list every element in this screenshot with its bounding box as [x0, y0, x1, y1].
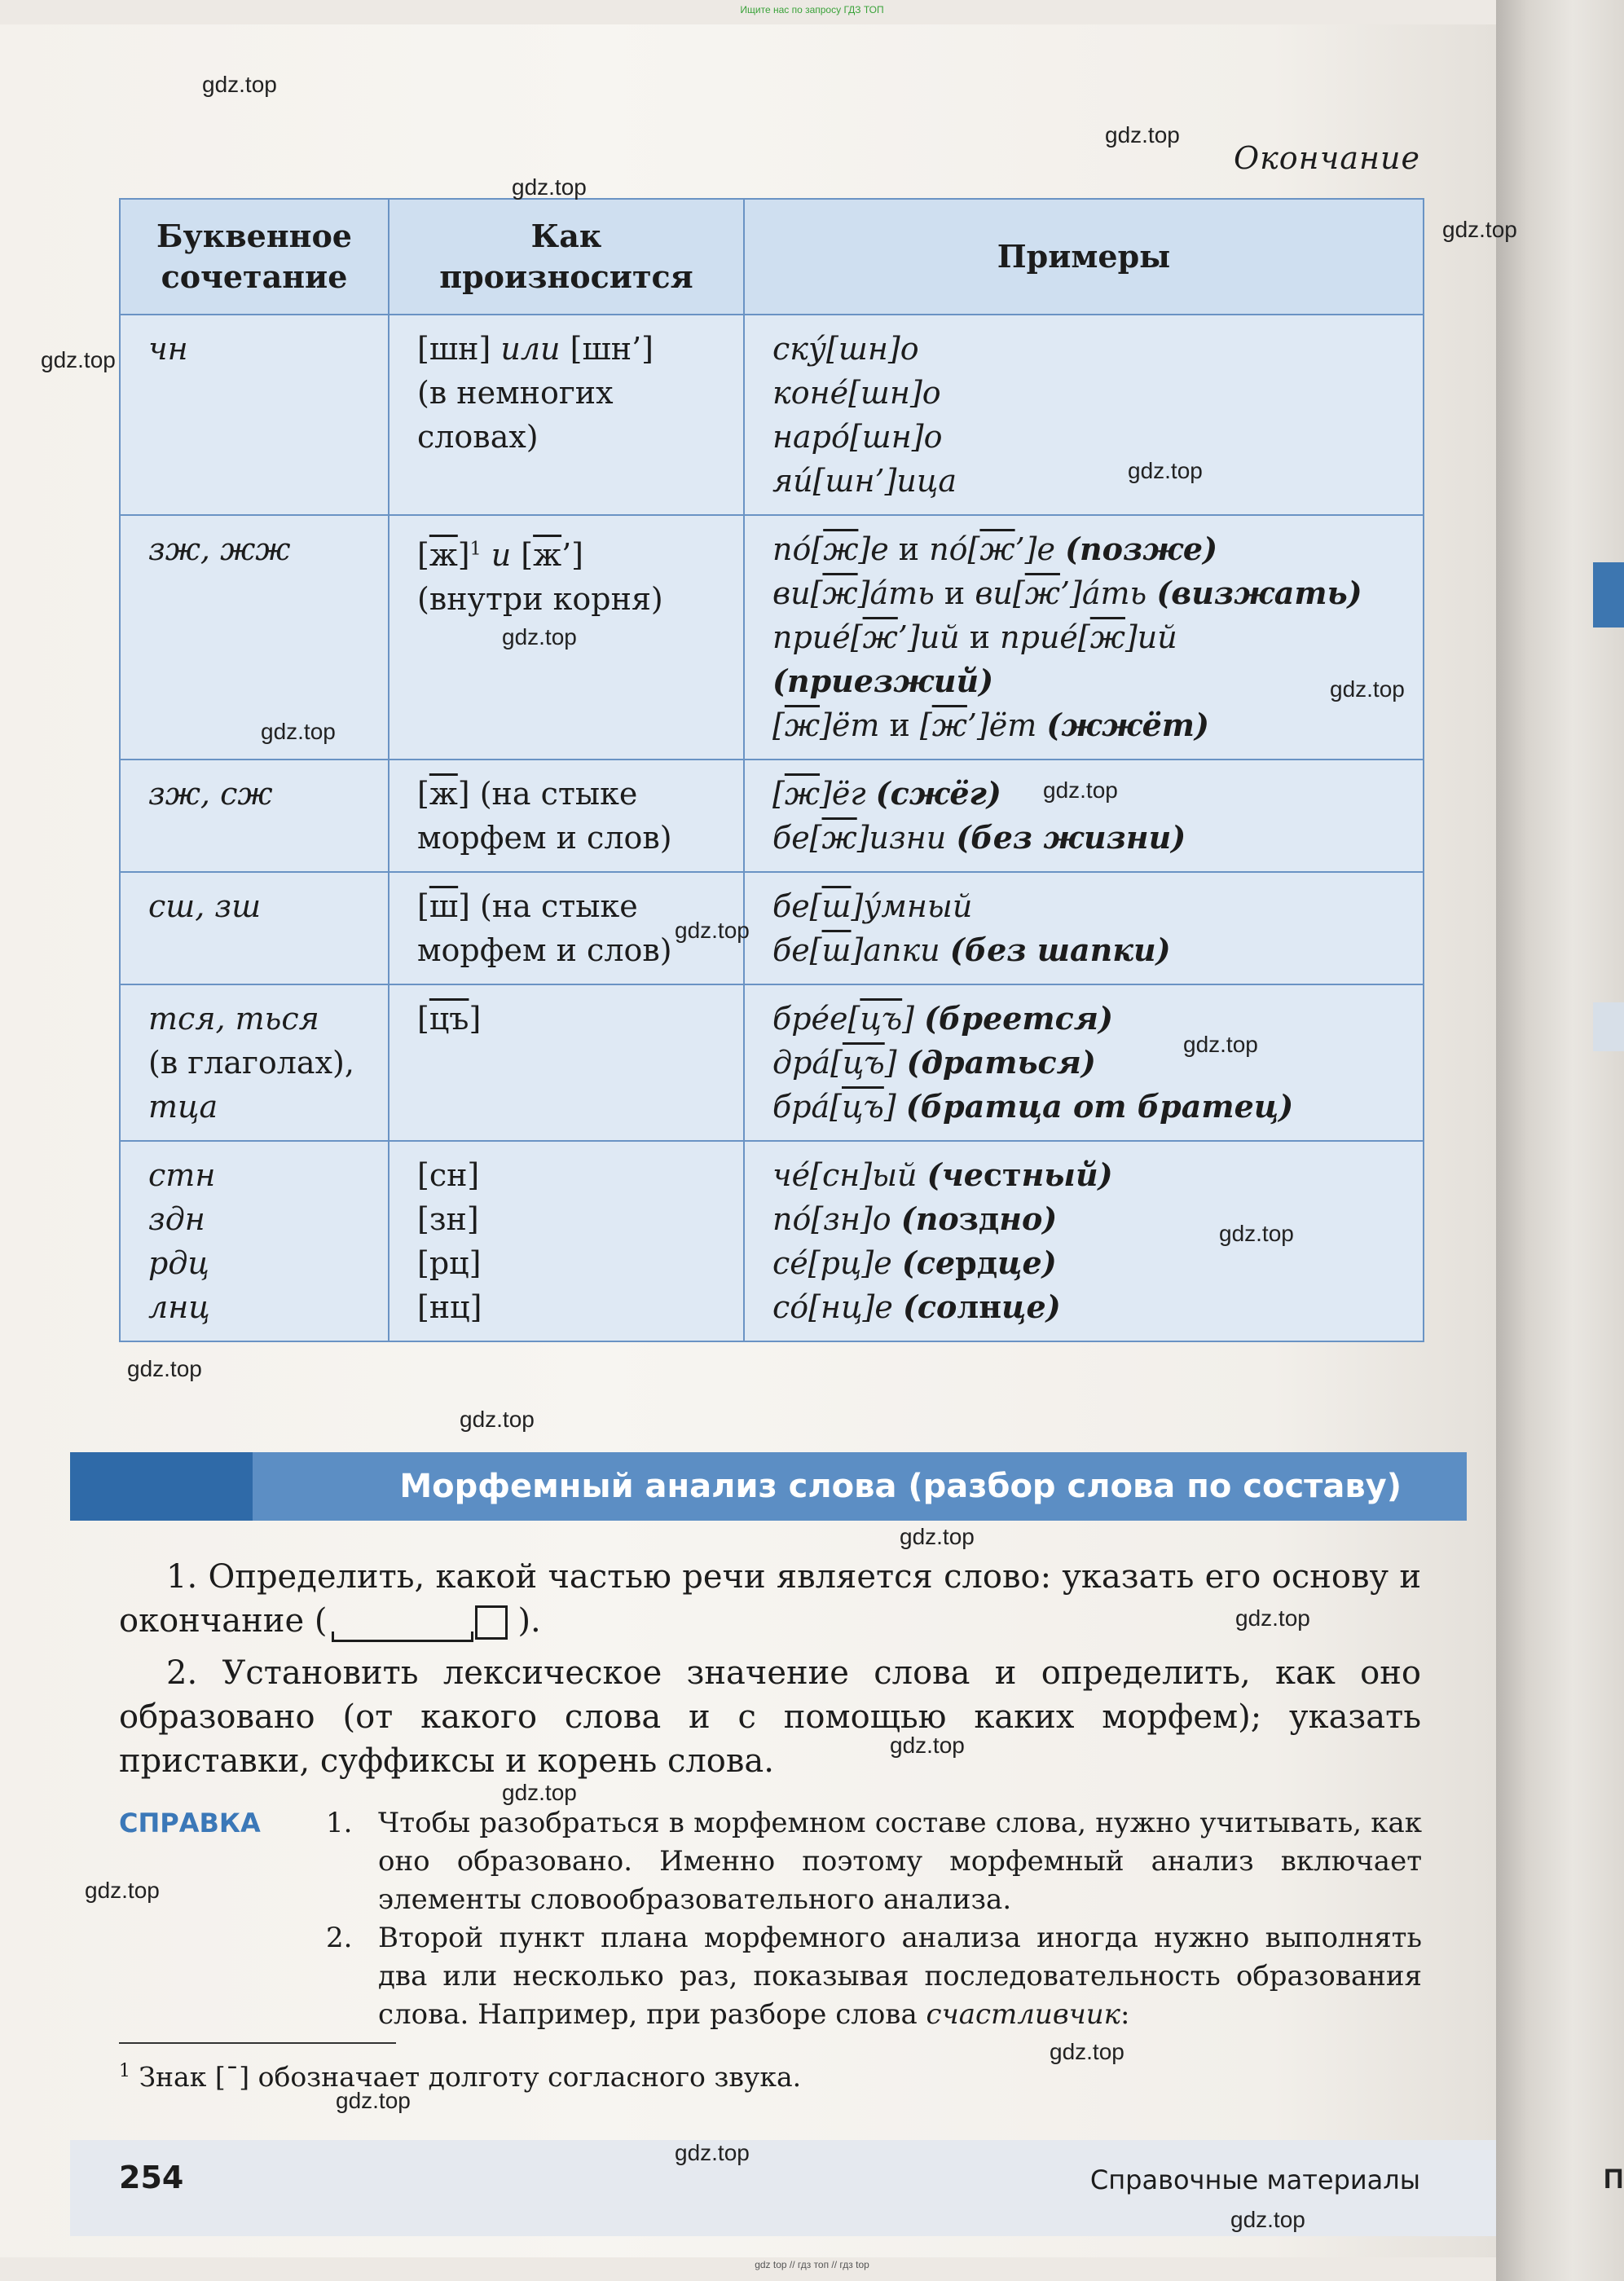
combo-text: рдц	[148, 1245, 209, 1281]
watermark: gdz.top	[502, 1780, 577, 1805]
example: [ж]ёт и [ж’]ёт (жжёт)	[772, 707, 1209, 743]
step-1-close: ).	[517, 1602, 541, 1640]
watermark: gdz.top	[502, 624, 577, 650]
watermark: gdz.top	[1043, 777, 1118, 803]
page-number: 254	[119, 2160, 184, 2195]
example: ску́[шн]о	[772, 331, 919, 367]
pron-text: [цъ]	[417, 1001, 482, 1037]
pron-cell	[389, 984, 744, 1141]
example: коне́[шн]о	[772, 375, 941, 411]
combo-cell	[120, 984, 389, 1141]
pron-text: [рц]	[417, 1245, 482, 1281]
examples-cell	[744, 984, 1424, 1141]
combo-text: лнц	[148, 1289, 210, 1325]
watermark: gdz.top	[1128, 458, 1203, 483]
reference-label: СПРАВКА	[119, 1808, 261, 1838]
combo-cell	[120, 315, 389, 515]
watermark: gdz.top	[900, 1524, 975, 1549]
pron-text: [ш] (на стыке морфем и слов)	[417, 888, 672, 968]
examples-cell	[744, 872, 1424, 984]
combo-text: тца	[148, 1089, 218, 1125]
example: со́[нц]е (солнце)	[772, 1288, 1061, 1325]
next-page-tab	[1593, 562, 1624, 627]
example: наро́[шн]о	[772, 419, 943, 455]
example: прие́[ж’]ий и прие́[ж]ий	[772, 619, 1177, 655]
section-header	[70, 1452, 1467, 1521]
combo-cell	[120, 515, 389, 760]
pron-text: [зн]	[417, 1201, 479, 1237]
example: бра́[цъ] (братца от братец)	[772, 1088, 1294, 1125]
combo-text: тся, ться	[148, 1001, 319, 1037]
note-text-end: :	[1120, 1998, 1130, 2031]
watermark: gdz.top	[261, 719, 336, 744]
watermark: gdz.top	[336, 2088, 411, 2113]
example: бре́е[цъ] (бреется)	[772, 1000, 1113, 1037]
pron-text: [шн] или [шн’] (в немногих словах)	[417, 331, 654, 455]
combo-text: стн	[148, 1157, 216, 1193]
example: по́[ж]е и по́[ж’]е (позже)	[772, 531, 1218, 567]
table-header-row	[120, 199, 1424, 315]
combo-text: зж, сж	[148, 776, 273, 812]
example: бе[ш]у́мный	[772, 888, 973, 924]
pron-text: $[ж]^1$ и [ж’] (внутри корня)	[417, 536, 663, 617]
combo-text: здн	[148, 1201, 205, 1237]
watermark: gdz.top	[460, 1407, 535, 1432]
watermark: gdz.top	[512, 174, 587, 200]
table-row	[120, 984, 1424, 1141]
examples-cell	[744, 1141, 1424, 1341]
watermark: gdz.top	[1105, 122, 1180, 148]
table-row	[120, 760, 1424, 872]
note-number: 2.	[326, 1922, 353, 1954]
running-title: Справочные материалы	[1089, 2164, 1420, 2195]
table-continuation-label: Окончание	[1233, 140, 1420, 176]
example: дра́[цъ] (драться)	[772, 1044, 1096, 1081]
watermark: gdz.top	[1219, 1221, 1294, 1246]
reference-notes	[326, 1804, 1422, 2034]
footnote-mark: 1	[119, 2061, 130, 2081]
combo-cell	[120, 872, 389, 984]
combo-note: (в глаголах),	[148, 1045, 354, 1081]
watermark: gdz.top	[1183, 1032, 1258, 1057]
example: ви[ж]а́ть и ви[ж’]а́ть (визжать)	[772, 575, 1362, 611]
example: че́[сн]ый (честный)	[772, 1156, 1113, 1193]
example: (приезжий)	[772, 663, 994, 699]
watermark: gdz.top	[1230, 2207, 1305, 2232]
examples-cell	[744, 515, 1424, 760]
base-ending-scheme-icon	[328, 1604, 516, 1643]
table-row	[120, 872, 1424, 984]
watermark: gdz.top	[202, 72, 277, 97]
example: [ж]ёг (сжёг)	[772, 775, 1001, 812]
pron-cell	[389, 315, 744, 515]
watermark: gdz.top	[1442, 217, 1517, 242]
step-1	[119, 1555, 1421, 1643]
pron-cell	[389, 760, 744, 872]
combo-cell	[120, 1141, 389, 1341]
watermark: gdz.top	[890, 1733, 965, 1758]
step-2-text: 2. Установить лексическое значение слова и определить, как оно образовано (от какого слова и с помощью каких морфем); указать приставки, суффиксы и корень слова.	[119, 1654, 1421, 1780]
step-2	[119, 1651, 1421, 1783]
combo-text: зж, жж	[148, 531, 291, 567]
top-note: Ищите нас по запросу ГДЗ ТОП	[740, 4, 884, 15]
examples-cell	[744, 315, 1424, 515]
example: бе[ж]изни (без жизни)	[772, 819, 1186, 856]
combo-text: сш, зш	[148, 888, 262, 924]
pron-cell	[389, 1141, 744, 1341]
example: яи́[шн’]ица	[772, 463, 957, 499]
combo-text: чн	[148, 331, 188, 367]
next-page-letter: П	[1604, 2164, 1624, 2195]
section-title: Морфемный анализ слова (разбор слова по составу)	[399, 1468, 1402, 1505]
header-examples: Примеры	[744, 199, 1424, 315]
example: се́[рц]е (сердце)	[772, 1244, 1057, 1281]
footnote-text: Знак [¯] обозначает долготу согласного звука.	[139, 2061, 802, 2093]
note-text: Второй пункт плана морфемного анализа иногда нужно выполнять два или несколько раз, показывая последовательность образования слова. Например, при разборе слова	[378, 1922, 1422, 2031]
watermark: gdz.top	[1330, 676, 1405, 702]
note-example-word: счастливчик	[926, 1998, 1120, 2031]
header-pronunciation: Как произносится	[389, 199, 744, 315]
footnote-divider	[119, 2042, 396, 2044]
bottom-note: gdz top // гдз топ // гдз top	[755, 2259, 869, 2270]
pron-text: [нц]	[417, 1289, 482, 1325]
note-number: 1.	[326, 1807, 353, 1839]
step-1-text: 1. Определить, какой частью речи является слово: указать его основу и окончание (	[119, 1558, 1421, 1640]
pronunciation-table	[119, 198, 1424, 1342]
example: бе[ш]апки (без шапки)	[772, 931, 1171, 968]
watermark: gdz.top	[675, 2140, 750, 2165]
page-fold	[1496, 0, 1624, 2281]
example: по́[зн]о (поздно)	[772, 1200, 1058, 1237]
watermark: gdz.top	[1050, 2039, 1124, 2064]
watermark: gdz.top	[1235, 1605, 1310, 1631]
pron-text: [ж] (на стыке морфем и слов)	[417, 776, 672, 856]
watermark: gdz.top	[85, 1878, 160, 1903]
next-page-shade	[1593, 1002, 1624, 1051]
list-item	[326, 1804, 1422, 1919]
table-row	[120, 315, 1424, 515]
note-text: Чтобы разобраться в морфемном составе слова, нужно учитывать, как оно образовано. Именно поэтому морфемный анализ включает элементы словообразовательного анализа.	[378, 1807, 1422, 1916]
watermark: gdz.top	[41, 347, 116, 372]
watermark: gdz.top	[675, 918, 750, 943]
combo-cell	[120, 760, 389, 872]
watermark: gdz.top	[127, 1356, 202, 1381]
examples-cell	[744, 760, 1424, 872]
list-item	[326, 1919, 1422, 2034]
header-letter-combination: Буквенное сочетание	[120, 199, 389, 315]
footnote	[119, 2054, 801, 2095]
pron-text: [сн]	[417, 1157, 480, 1193]
